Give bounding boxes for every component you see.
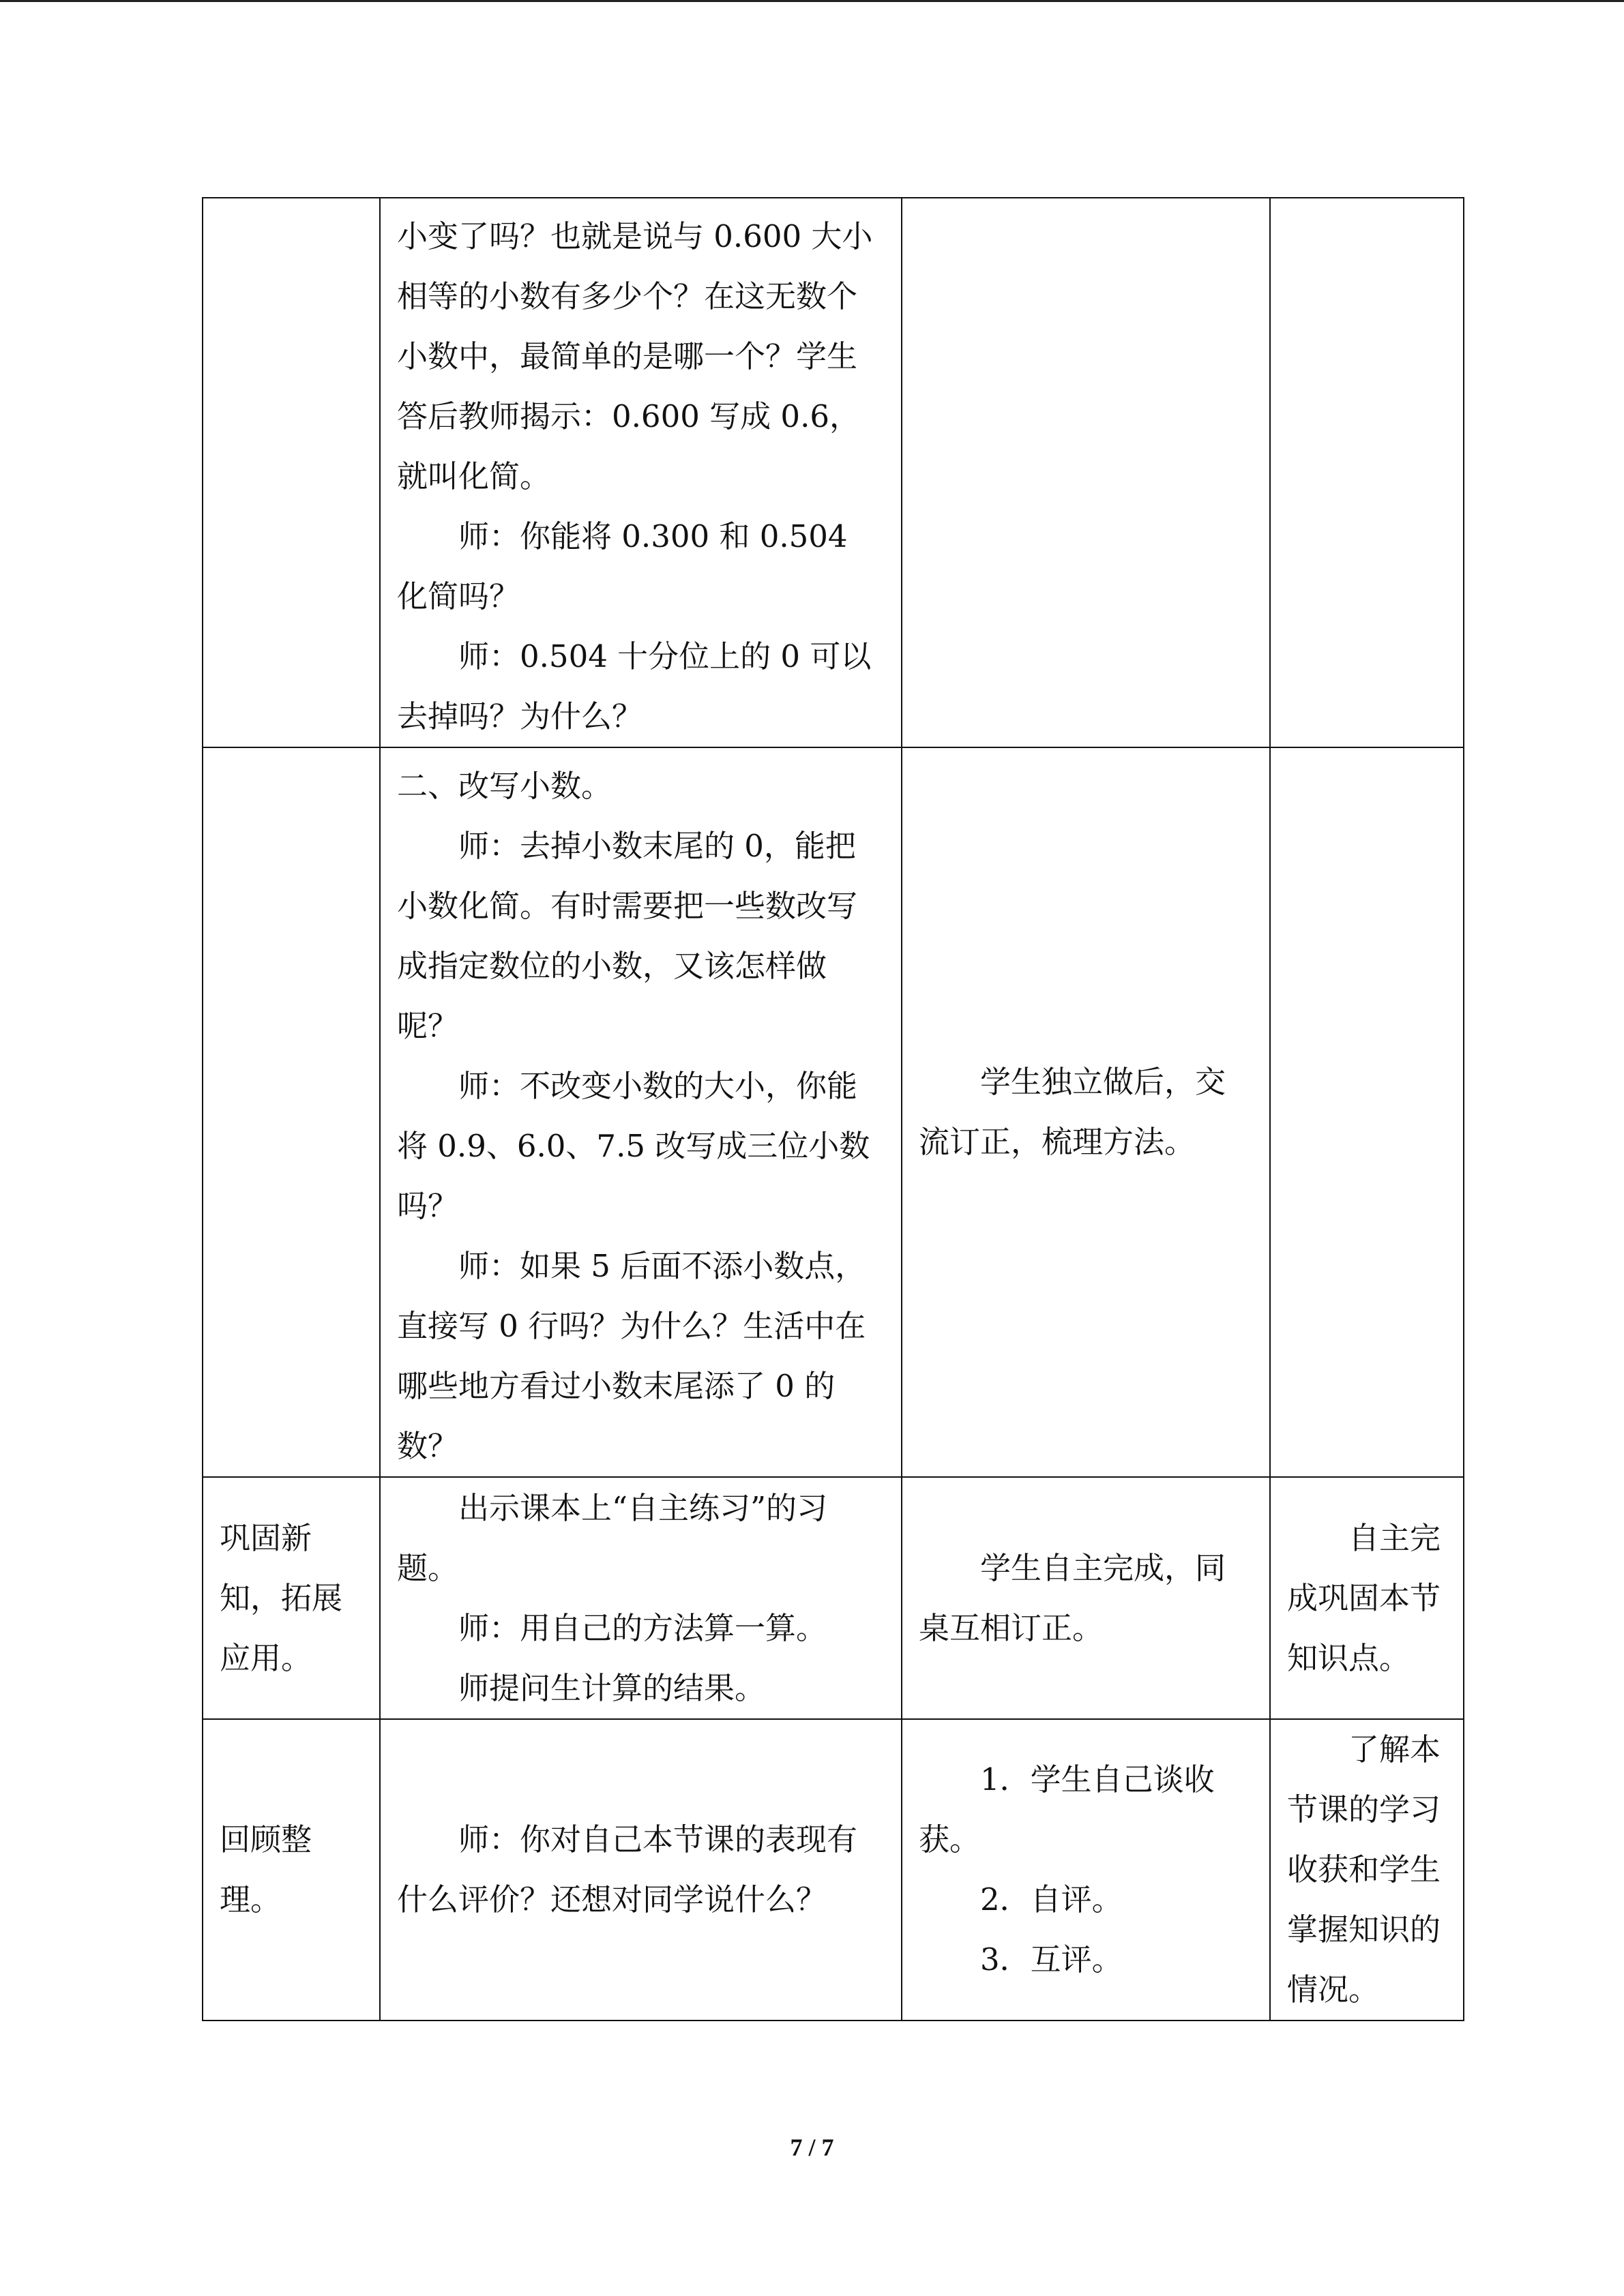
student-paragraph: 3．互评。 (980, 1941, 1123, 1978)
intent-paragraph: 了解本节课的学习收获和学生掌握知识的情况。 (1287, 1731, 1441, 2008)
design-intent-cell (1270, 1719, 1464, 2021)
stage-cell (203, 1477, 380, 1719)
teacher-paragraph: 师提问生计算的结果。 (458, 1669, 766, 1706)
student-paragraph: 学生独立做后，交流订正，梳理方法。 (919, 1064, 1226, 1160)
stage-cell (203, 1719, 380, 2021)
table-row (203, 1719, 1464, 2021)
lesson-plan-table (202, 197, 1464, 2021)
page-number: 7 / 7 (790, 2134, 834, 2161)
teacher-paragraph: 师：如果 5 后面不添小数点，直接写 0 行吗？为什么？生活中在哪些地方看过小数末尾添了 0 的数？ (397, 1248, 866, 1464)
student-paragraph: 学生自主完成，同桌互相订正。 (919, 1549, 1226, 1646)
stage-cell (203, 198, 380, 747)
teacher-activity-cell (380, 747, 902, 1477)
intent-paragraph: 自主完成巩固本节知识点。 (1287, 1519, 1441, 1676)
teacher-paragraph: 师：0.504 十分位上的 0 可以去掉吗？为什么？ (397, 638, 872, 734)
student-activity-cell (902, 198, 1270, 747)
teacher-paragraph: 师：去掉小数末尾的 0，能把小数化简。有时需要把一些数改写成指定数位的小数，又该怎样做呢？ (397, 828, 858, 1044)
table-row (203, 1477, 1464, 1719)
stage-cell (203, 747, 380, 1477)
student-paragraph: 1．学生自己谈收获。 (919, 1761, 1215, 1858)
teacher-paragraph: 出示课本上“自主练习”的习题。 (397, 1489, 828, 1586)
teacher-activity-cell (380, 198, 902, 747)
table-row (203, 747, 1464, 1477)
stage-text: 回顾整理。 (220, 1821, 312, 1918)
student-paragraph: 2．自评。 (980, 1881, 1123, 1918)
teacher-paragraph: 师：你对自己本节课的表现有什么评价？还想对同学说什么？ (397, 1821, 858, 1918)
teacher-paragraph: 二、改写小数。 (397, 768, 612, 804)
teacher-paragraph: 师：用自己的方法算一算。 (458, 1609, 827, 1646)
student-activity-cell (902, 1477, 1270, 1719)
student-activity-cell (902, 1719, 1270, 2021)
design-intent-cell (1270, 747, 1464, 1477)
table-row (203, 198, 1464, 747)
teacher-paragraph: 师：你能将 0.300 和 0.504 化简吗？ (397, 518, 848, 614)
page-top-border (0, 0, 1624, 2)
student-activity-cell (902, 747, 1270, 1477)
teacher-paragraph: 小变了吗？也就是说与 0.600 大小相等的小数有多少个？在这无数个小数中，最简单的是哪一个？学生答后教师揭示：0.600 写成 0.6，就叫化简。 (397, 218, 873, 494)
design-intent-cell (1270, 1477, 1464, 1719)
teacher-paragraph: 师：不改变小数的大小，你能将 0.9、6.0、7.5 改写成三位小数吗？ (397, 1068, 870, 1224)
teacher-activity-cell (380, 1719, 902, 2021)
stage-text: 巩固新知，拓展应用。 (220, 1519, 343, 1676)
teacher-activity-cell (380, 1477, 902, 1719)
design-intent-cell (1270, 198, 1464, 747)
